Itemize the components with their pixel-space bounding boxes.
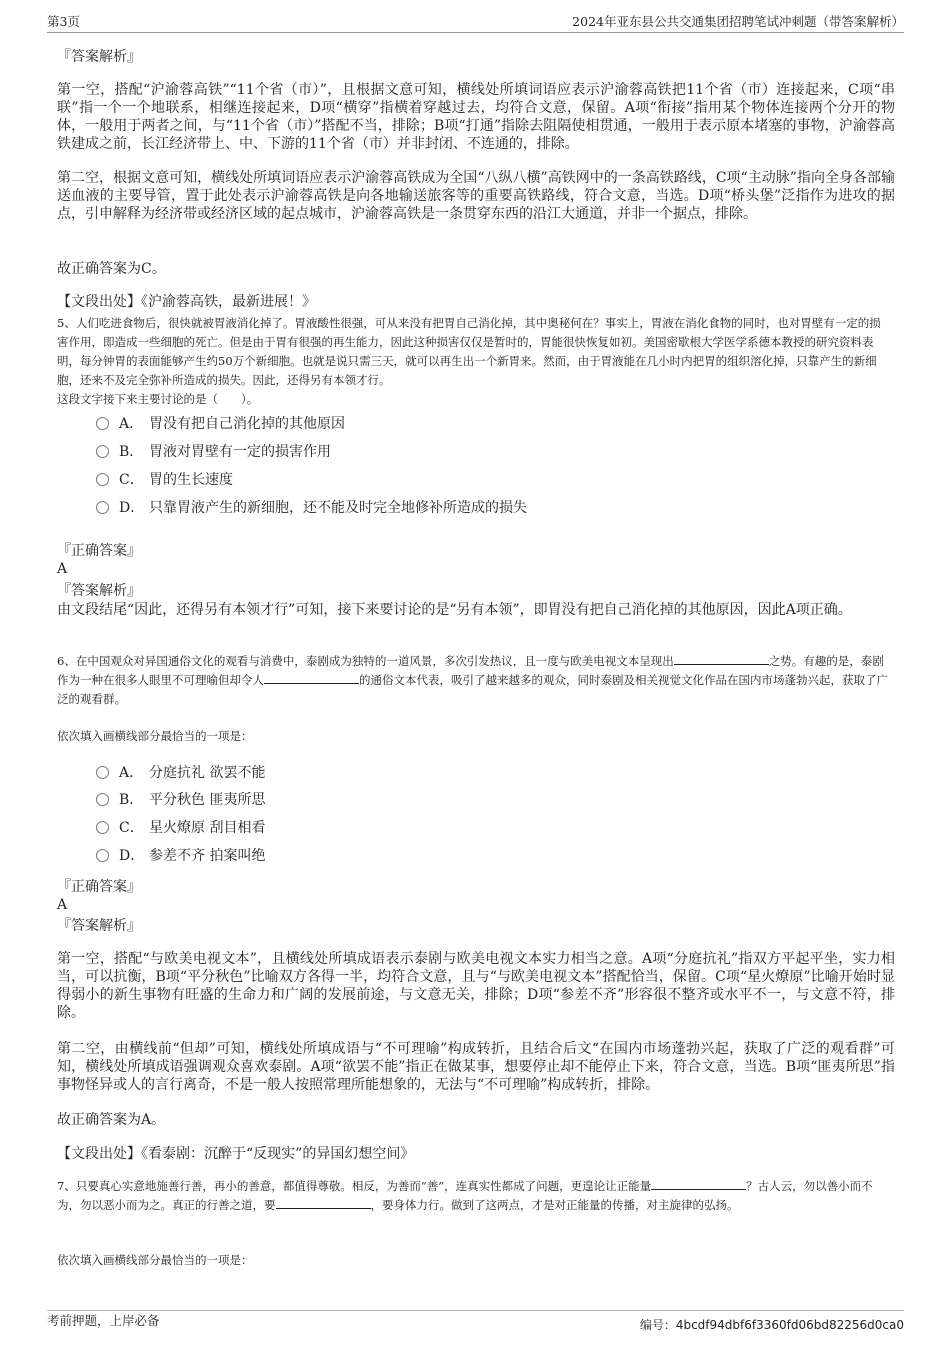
q6-option-a[interactable]: A． 分庭抗礼 欲罢不能: [96, 763, 265, 783]
document-title: 2024年亚东县公共交通集团招聘笔试冲刺题（带答案解析）: [572, 14, 904, 29]
page-footer: [47, 1310, 904, 1332]
document-id: 编号：4bcdf94dbf6f3360fd06bd82256d0ca0: [639, 1318, 904, 1332]
q5-option-d[interactable]: D． 只靠胃液产生的新细胞，还不能及时完全地修补所造成的损失: [96, 498, 527, 518]
q4-analysis-para1: 第一空，搭配“沪渝蓉高铁”“11个省（市）”，且根据文意可知，横线处所填词语应表示沪渝蓉高铁把11个省（市）连接起来，C项“串联”指一个一个地联系，相继连接起来，D项“横穿”指横着穿越过去，均符合文意，保留。A项“衔接”指用某个物体连接两个分开的物体，一般用于两者之间，与“11个省（市）”搭配不当，排除；B项“打通”指除去阻隔使相贯通，一般用于表示原本堵塞的事物，沪渝蓉高铁建成之前，长江经济带上、中、下游的11个省（市）并非封闭、不连通的，排除。: [57, 82, 895, 152]
fill-blank: [674, 652, 769, 665]
q6-option-d[interactable]: D． 参差不齐 拍案叫绝: [96, 846, 265, 866]
q6-source: 【文段出处】《看泰剧：沉醉于“反现实”的异国幻想空间》: [57, 1146, 415, 1162]
radio-icon[interactable]: [96, 766, 109, 779]
radio-icon[interactable]: [96, 793, 109, 806]
radio-icon[interactable]: [96, 417, 109, 430]
q6-analysis-para2: 第二空，由横线前“但却”可知，横线处所填成语与“不可理喻”构成转折，且结合后文“在国内市场蓬勃兴起，获取了广泛的观看群”可知，横线处所填成语强调观众喜欢泰剧。A项“欲罢不能”指正在做某事，想要停止却不能停止下来，符合文意，当选。B项“匪夷所思”指事物怪异或人的言行离奇，不是一般人按照常理所能想象的，无法与“不可理喻”构成转折，排除。: [57, 1041, 895, 1093]
radio-icon[interactable]: [96, 821, 109, 834]
footer-slogan: 考前押题，上岸必备: [47, 1313, 160, 1328]
q5-answer: A: [57, 561, 68, 577]
radio-icon[interactable]: [96, 473, 109, 486]
q5-answer-label: 『正确答案』: [57, 543, 141, 559]
radio-icon[interactable]: [96, 501, 109, 514]
page-header: [47, 12, 904, 33]
q6-analysis-para1: 第一空，搭配“与欧美电视文本”，且横线处所填成语表示泰剧与欧美电视文本实力相当之意。A项“分庭抗礼”指双方平起平坐，实力相当，可以抗衡，B项“平分秋色”比喻双方各得一半，均符合文意，且与“与欧美电视文本”搭配恰当，保留。C项“星火燎原”比喻开始时显得弱小的新生事物有旺盛的生命力和广阔的发展前途，与文意无关，排除；D项“参差不齐”形容很不整齐或水平不一，与文意不符，排除。: [57, 951, 895, 1021]
radio-icon[interactable]: [96, 445, 109, 458]
fill-blank: [651, 1177, 746, 1190]
fill-blank: [276, 1196, 371, 1209]
q6-option-c[interactable]: C． 星火燎原 刮目相看: [96, 818, 265, 838]
q4-analysis-para2: 第二空，根据文意可知，横线处所填词语应表示沪渝蓉高铁成为全国“八纵八横”高铁网中的一条高铁路线，C项“主动脉”指向全身各部输送血液的主要导管，置于此处表示沪渝蓉高铁是向各地输送旅客等的重要高铁路线，符合文意，当选。D项“桥头堡”泛指作为进攻的据点，引申解释为经济带或经济区域的起点城市，沪渝蓉高铁是一条贯穿东西的沿江大通道，并非一个据点，排除。: [57, 170, 895, 222]
q6-answer-label: 『正确答案』: [57, 879, 141, 895]
q4-analysis-label: 『答案解析』: [57, 49, 141, 65]
q5-analysis: 由文段结尾“因此，还得另有本领才行”可知，接下来要讨论的是“另有本领”，即胃没有把自己消化掉的其他原因，因此A项正确。: [57, 602, 852, 618]
q6-conclusion: 故正确答案为A。: [57, 1112, 166, 1128]
q4-source: 【文段出处】《沪渝蓉高铁，最新进展！》: [57, 294, 316, 310]
q6-answer: A: [57, 897, 68, 913]
q7-question-text: 7、只要真心实意地施善行善，再小的善意，都值得尊敬。相反，为善而“善”，连真实性都成了问题，更遑论让正能量 ？古人云，勿以善小而不为，勿以恶小而为之。真正的行善之道，要 ，要身体力行。做到了这两点，才是对正能量的传播，对主旋律的弘扬。: [57, 1179, 873, 1212]
q5-analysis-label: 『答案解析』: [57, 583, 141, 599]
q5-prompt: 这段文字接下来主要讨论的是（ ）。: [57, 392, 259, 406]
q5-option-b[interactable]: B． 胃液对胃壁有一定的损害作用: [96, 442, 331, 462]
q7-prompt: 依次填入画横线部分最恰当的一项是：: [57, 1253, 253, 1267]
q5-option-a[interactable]: A． 胃没有把自己消化掉的其他原因: [96, 414, 345, 434]
q5-option-c[interactable]: C． 胃的生长速度: [96, 470, 233, 490]
q6-analysis-label: 『答案解析』: [57, 918, 141, 934]
fill-blank: [264, 671, 359, 684]
page-number: 第3页: [47, 14, 80, 29]
q6-question-text: 6、在中国观众对异国通俗文化的观看与消费中，泰剧成为独特的一道风景，多次引发热议，且一度与欧美电视文本呈现出 之势。有趣的是，泰剧作为一种在很多人眼里不可理喻但却令人 的通俗文本代表，吸引了越来越多的观众，同时泰剧及相关视觉文化作品在国内市场蓬勃兴起，获取了广泛的观看群。: [57, 654, 888, 706]
q5-question-text: 5、人们吃进食物后，很快就被胃液消化掉了。胃液酸性很强，可从来没有把胃自己消化掉，其中奥秘何在？事实上，胃液在消化食物的同时，也对胃壁有一定的损害作用，即造成一些细胞的死亡。但是由于胃有很强的再生能力，因此这种损害仅仅是暂时的，胃能很快恢复如初。美国密歇根大学医学系德本教授的研究资料表明，每分钟胃的表面能够产生约50万个新细胞。也就是说只需三天，就可以再生出一个新胃来。然而，由于胃液能在几小时内把胃的组织溶化掉，只靠产生的新细胞，还来不及完全弥补所造成的损失。因此，还得另有本领才行。 这段文字接下来主要讨论的是（ ）。: [57, 316, 881, 406]
q6-option-b[interactable]: B． 平分秋色 匪夷所思: [96, 790, 265, 810]
q4-conclusion: 故正确答案为C。: [57, 261, 166, 277]
q6-prompt: 依次填入画横线部分最恰当的一项是：: [57, 729, 253, 743]
radio-icon[interactable]: [96, 849, 109, 862]
